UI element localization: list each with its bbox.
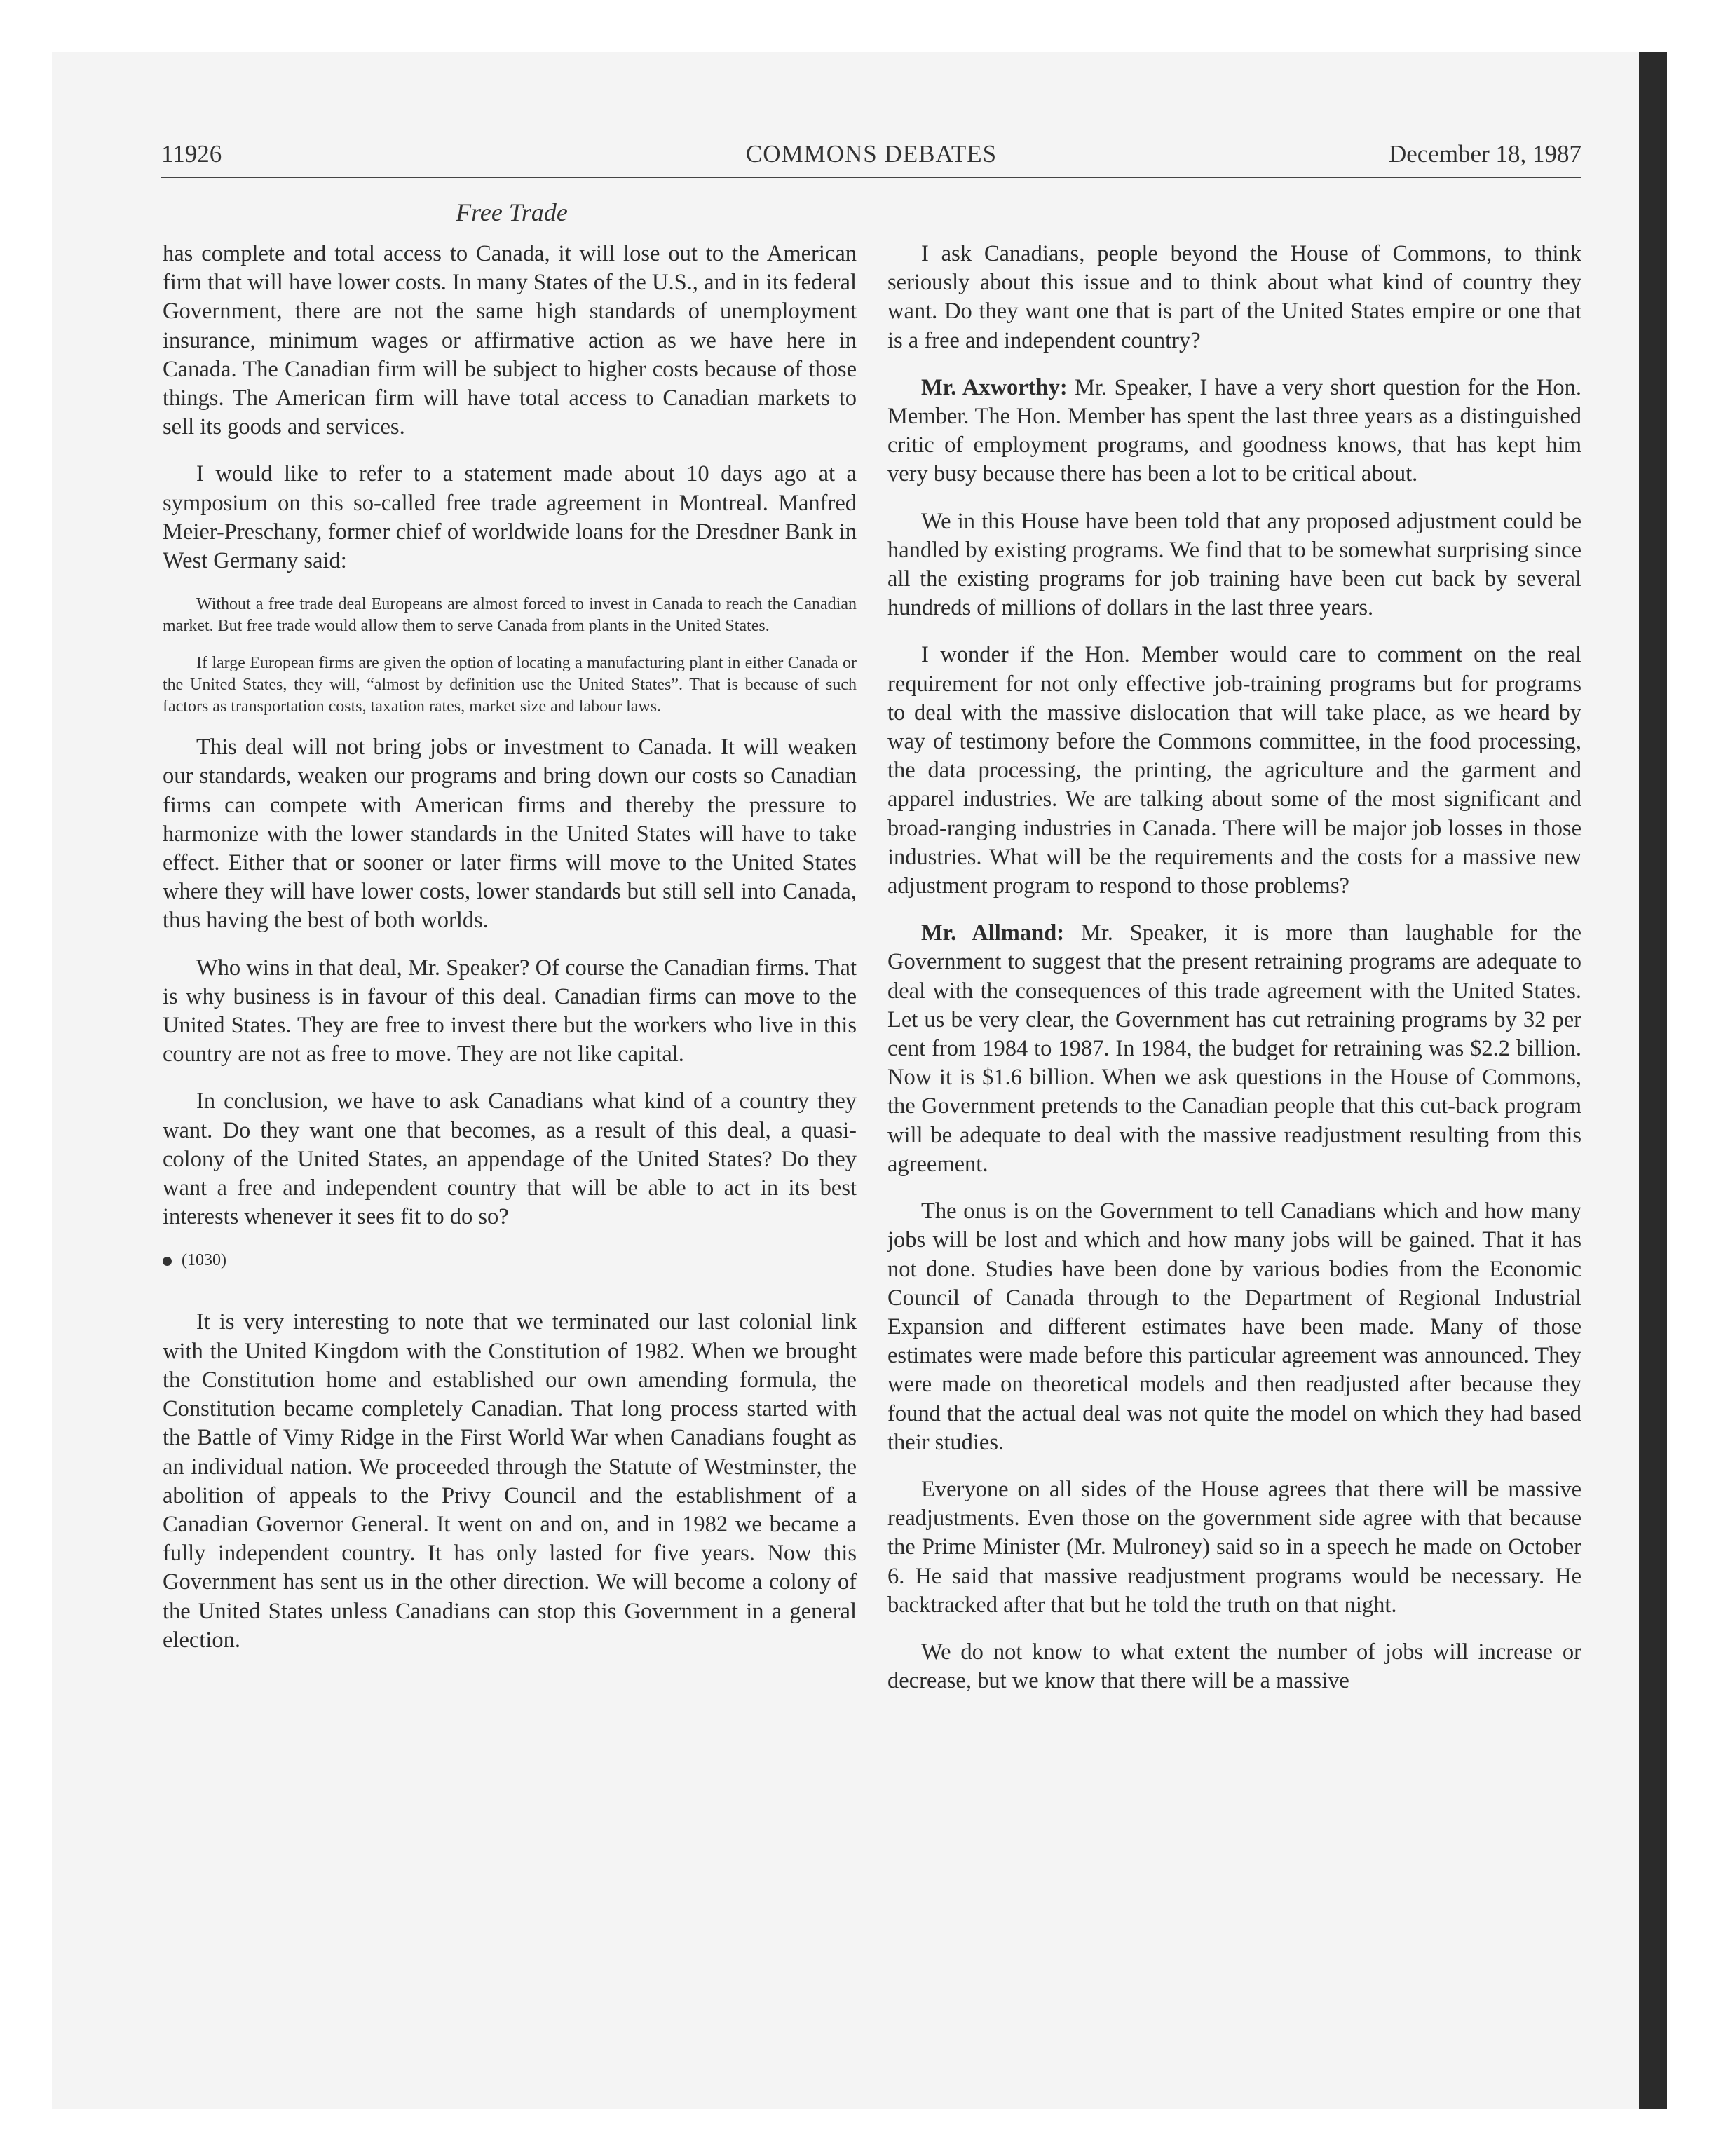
speaker-name: Mr. Allmand: bbox=[921, 920, 1065, 946]
paragraph: I ask Canadians, people beyond the House of Commons, to think seriously about this issue and to think about what kind of country they want. Do they want one that is part of the United States empire or one that is a free and independent country? bbox=[887, 241, 1581, 353]
publication-title: COMMONS DEBATES bbox=[745, 140, 998, 168]
time-marker-label: (1030) bbox=[182, 1251, 226, 1270]
paragraph: This deal will not bring jobs or investment to Canada. It will weaken our standards, weaken our programs and bring down our costs so Canadian firms can compete with American firms and thereby the pressure to harmonize with the lower standards in the United States will have to take effect. Either that or sooner or later firms will move to the United States where they will have lower costs, lower standards but still sell into Canada, thus having the best of both worlds. bbox=[163, 735, 857, 934]
speech-text: Mr. Speaker, I have a very short question for the Hon. Member. The Hon. Member has spent the last three years as a distinguished critic of employment programs, and goodness knows, that has kept him very busy because there has been a lot to be critical about. bbox=[887, 374, 1581, 487]
paragraph: Who wins in that deal, Mr. Speaker? Of course the Canadian firms. That is why business is in favour of this deal. Canadian firms can move to the United States. They are free to invest there but the workers who live in this country are not as free to move. They are not like capital. bbox=[163, 955, 857, 1067]
speech-text: Mr. Speaker, it is more than laughable for the Government to suggest that the present retraining programs are adequate to deal with the consequences of this trade agreement with the United States. Let us be very clear, the Government has cut retraining programs by 32 per cent from 1984 to 1987. In 1984, the budget for retraining was $2.2 billion. Now it is $1.6 billion. When we ask questions in the House of Commons, the Government pretends to the Canadian people that this cut-back program will be adequate to deal with the massive readjustment resulting from this agreement. bbox=[887, 920, 1582, 1177]
paragraph: has complete and total access to Canada, it will lose out to the American firm that will have lower costs. In many States of the U.S., and in its federal Government, there are not the same high standards of unemployment insurance, minimum wages or affirmative action as we have here in Canada. The Canadian firm will be subject to higher costs because of those things. The American firm will have total access to Canadian markets to sell its goods and services. bbox=[163, 241, 857, 440]
right-column bbox=[887, 240, 1581, 1714]
paragraph: I would like to refer to a statement made about 10 days ago at a symposium on this so-called free trade agreement in Montreal. Manfred Meier-Preschany, former chief of worldwide loans for the Dresdner Bank in West Germany said: bbox=[163, 461, 857, 574]
left-column bbox=[163, 240, 857, 1673]
paragraph: We do not know to what extent the number of jobs will increase or decrease, but we know that there will be a massive bbox=[887, 1639, 1581, 1694]
speaker-name: Mr. Axworthy: bbox=[921, 374, 1068, 400]
page-header bbox=[161, 140, 1581, 177]
paragraph: I wonder if the Hon. Member would care to comment on the real requirement for not only effective job-training programs but for programs to deal with the massive dislocation that will take place, as we heard by way of testimony before the Commons committee, in the food processing, the data processing, the printing, the agriculture and the garment and apparel industries. We are talking about some of the most significant and broad-ranging industries in Canada. There will be major job losses in those industries. What will be the requirements and the costs for a massive new adjustment program to respond to those problems? bbox=[887, 642, 1581, 899]
speech-paragraph bbox=[887, 919, 1581, 1179]
paragraph: We in this House have been told that any proposed adjustment could be handled by existing programs. We find that to be somewhat surprising since all the existing programs for job training have been cut back by several hundreds of millions of dollars in the last three years. bbox=[887, 508, 1581, 621]
paragraph: The onus is on the Government to tell Canadians which and how many jobs will be lost and which and how many jobs will be gained. That it has not done. Studies have been done by various bodies from the Economic Council of Canada through to the Department of Regional Industrial Expansion and different estimates have been made. Many of those estimates were made before this particular agreement was announced. They were made on theoretical models and then readjusted after because they found that the actual deal was not quite the model on which they had based their studies. bbox=[887, 1199, 1581, 1455]
speech-paragraph bbox=[887, 374, 1581, 489]
page-number: 11926 bbox=[161, 140, 222, 168]
section-title: Free Trade bbox=[456, 198, 568, 226]
block-quote: If large European firms are given the option of locating a manufacturing plant in either Canada or the United States, they will, “almost by definition use the United States”. That is because of such factors as transportation costs, taxation rates, market size and labour laws. bbox=[163, 654, 857, 716]
scan-shadow-edge bbox=[1639, 52, 1667, 2109]
paragraph: In conclusion, we have to ask Canadians what kind of a country they want. Do they want one that becomes, as a result of this deal, a quasi-colony of the United States, an appendage of the United States? Do they want a free and independent country that will be able to act in its best interests whenever it sees fit to do so? bbox=[163, 1089, 857, 1230]
paragraph: It is very interesting to note that we terminated our last colonial link with the United Kingdom with the Constitution of 1982. When we brought the Constitution home and established our own amending formula, the Constitution became completely Canadian. That long process started with the Battle of Vimy Ridge in the First World War when Canadians fought as an individual nation. We proceeded through the Statute of Westminster, the abolition of appeals to the Privy Council and the establishment of a Canadian Governor General. It went on and on, and in 1982 we became a fully independent country. It has only lasted for five years. Now this Government has sent us in the other direction. We will become a colony of the United States unless Canadians can stop this Government in a general election. bbox=[163, 1309, 857, 1653]
time-marker bbox=[163, 1250, 857, 1271]
header-rule bbox=[161, 177, 1581, 178]
paragraph: Everyone on all sides of the House agrees that there will be massive readjustments. Even those on the government side agree with that because the Prime Minister (Mr. Mulroney) said so in a speech he made on October 6. He said that massive readjustment programs would be necessary. He backtracked after that but he told the truth on that night. bbox=[887, 1476, 1581, 1618]
publication-date: December 18, 1987 bbox=[1388, 140, 1581, 168]
bullet-icon bbox=[163, 1257, 172, 1266]
block-quote: Without a free trade deal Europeans are almost forced to invest in Canada to reach the Canadian market. But free trade would allow them to serve Canada from plants in the United States. bbox=[163, 595, 857, 636]
